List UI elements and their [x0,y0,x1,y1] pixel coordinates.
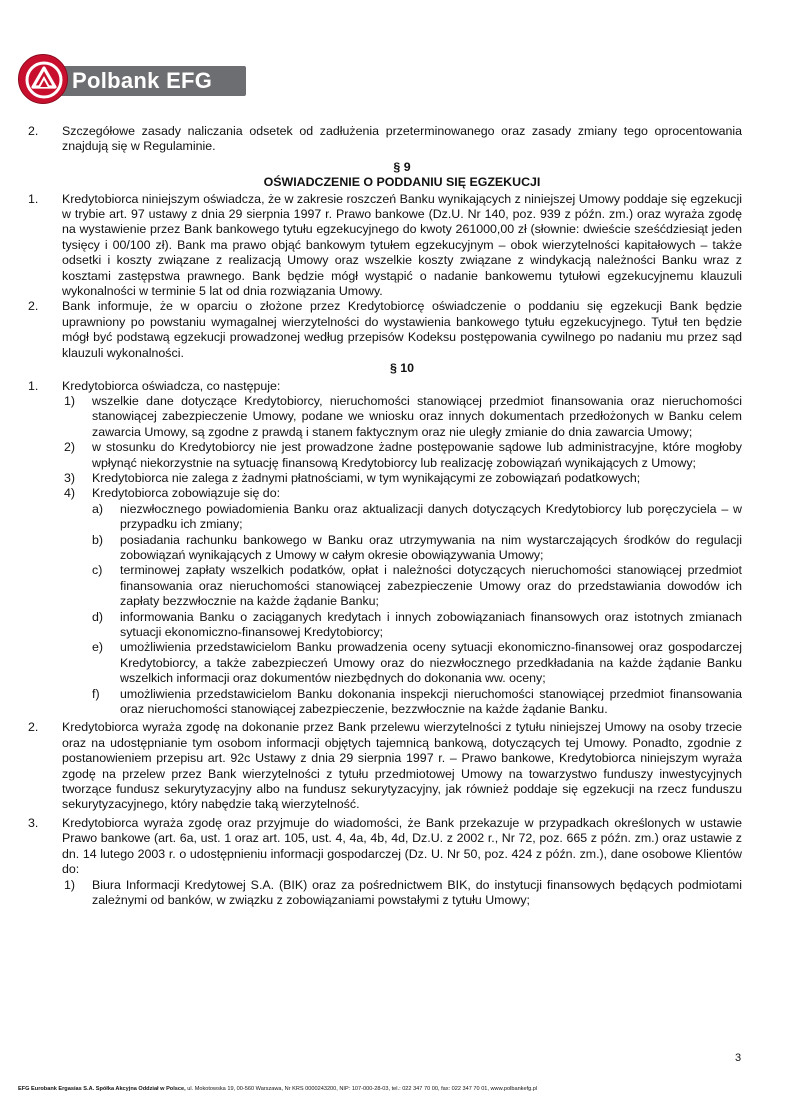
paragraph-text: Kredytobiorca oświadcza, co następuje: [62,378,281,393]
item-letter: c) [92,563,103,578]
item-letter: f) [92,686,100,701]
list-item [92,563,742,609]
item-letter: a) [92,501,104,516]
item-number: 1) [64,877,76,892]
item-number: 1) [64,393,76,408]
footer-details: ul. Mokotowska 19, 00-560 Warszawa, Nr KRS 0000243200, NIP: 107-000-28-03, tel.: 022 347 70 00, fax: 022 347 70 01, www.polbankefg.pl [187,1086,538,1092]
paragraph-text: Bank informuje, że w oparciu o złożone przez Kredytobiorcę oświadczenie o poddaniu się egzekucji Bank będzie uprawniony po powstaniu wymagalnej wierzytelności do wystawienia bankowego tytułu egzekucyjnego. Tytuł ten będzie mógł być podstawą egzekucji prowadzonej według przepisów Kodeksu postępowania cywilnego po nadaniu mu przez sąd klauzuli wykonalności. [62,299,742,360]
list-item-text: umożliwienia przedstawicielom Banku prowadzenia oceny sytuacji ekonomiczno-finansowej oraz gospodarczej Kredytobiorcy, a także zabezpieczeń Umowy oraz do niezwłocznego przedkładania na każde żądanie Banku wszelkich informacji oraz dokumentów niezbędnych do dokonania ww. oceny; [120,640,742,686]
item-number: 2. [28,299,39,314]
polbank-logo [18,54,243,106]
list-item [92,686,742,718]
item-number: 2. [28,124,39,138]
item-number: 1. [28,378,39,393]
list-item-text: informowania Banku o zaciąganych kredytach i innych zobowiązaniach finansowych oraz istotnych zmianach sytuacji ekonomiczno-finansowej Kredytobiorcy; [120,609,742,639]
paragraph-text: Kredytobiorca wyraża zgodę na dokonanie przez Bank przelewu wierzytelności z tytułu niniejszej Umowy na osoby trzecie oraz na udostępnianie tym osobom informacji objętych tajemnicą bankową, dotyczących tej Umowy. Ponadto, zgodnie z postanowieniem przepisu art. 92c Ustawy z dnia 29 sierpnia 1997 r. – Prawo bankowe, Kredytobiorca niniejszym wyraża zgodę na przelew przez Bank wierzytelności z tytułu przedmiotowej Umowy na towarzystwo funduszy inwestycyjnych tworzące fundusz sekurytyzacyjny albo na fundusz sekurytyzacyjny, jak również poddaje się egzekucji na rzecz funduszu sekurytyzacyjnego, który nabędzie taką wierzytelność. [62,720,742,812]
paragraph-s9-1 [28,191,742,300]
footer-company: EFG Eurobank Ergasias S.A. Spółka Akcyjna Oddział w Polsce, [18,1086,186,1092]
list-item [64,470,742,486]
item-number: 1. [28,191,39,206]
paragraph-s8-2 [28,124,742,155]
item-number: 3. [28,815,39,830]
list-item-text: Kredytobiorca zobowiązuje się do: [92,486,281,501]
list-item [92,640,742,686]
section-mark-10: § 10 [389,361,415,376]
list-item [64,393,742,440]
section-title-9: OŚWIADCZENIE O PODDANIU SIĘ EGZEKUCJI [263,175,541,190]
list-item-text: Kredytobiorca nie zalega z żadnymi płatnościami, w tym wynikającymi ze zobowiązań podatkowych; [92,470,641,485]
paragraph-text: Kredytobiorca niniejszym oświadcza, że w zakresie roszczeń Banku wynikających z niniejszej Umowy poddaje się egzekucji w trybie art. 97 ustawy z dnia 29 sierpnia 1997 r. Prawo bankowe (Dz.U. Nr 140, poz. 939 z późn. zm.) oraz wyraża zgodę na wystawienie przez Bank bankowego tytułu egzekucyjnego do kwoty 261000,00 zł (słownie: dwieście sześćdziesiąt jeden tysięcy i 00/100 zł). Bank ma prawo objąć bankowym tytułem egzekucyjnym – obok wierzytelności kapitałowych – także odsetki i koszty związane z realizacją Umowy oraz wszelkie koszty związane z windykacją należności Banku wraz z kosztami zastępstwa prawnego. Bank będzie mógł wystąpić o nadanie bankowemu tytułowi egzekucyjnemu klauzuli wykonalności w terminie 5 lat od dnia rozwiązania Umowy. [62,191,742,299]
page-footer [18,1086,788,1092]
paragraph-text: Kredytobiorca wyraża zgodę oraz przyjmuje do wiadomości, że Bank przekazuje w przypadkach określonych w ustawie Prawo bankowe (art. 6a, ust. 1 oraz art. 105, ust. 4, 4a, 4b, 4d, Dz.U. z 2002 r., Nr 72, poz. 665 z późn. zm.) oraz ustawie z dn. 14 lutego 2003 r. o udostępnieniu informacji gospodarczej (Dz. U. Nr 50, poz. 424 z późn. zm.), dane osobowe Klientów do: [62,815,742,877]
list-item-text: posiadania rachunku bankowego w Banku oraz utrzymywania na nim wystarczających środków do regulacji zobowiązań wynikających z Umowy w całym okresie obowiązywania Umowy; [120,532,742,562]
list-item [92,609,742,641]
item-number: 2) [64,440,76,455]
item-letter: b) [92,532,104,547]
brand-name: Polbank EFG [72,68,213,93]
section-mark-9: § 9 [393,159,411,174]
paragraph-s10-3 [28,815,742,878]
list-item-text: wszelkie dane dotyczące Kredytobiorcy, nieruchomości stanowiącej przedmiot finansowania oraz nieruchomości stanowiącej zabezpieczenie Umowy, podane we wniosku oraz innych dokumentach przedłożonych w Banku celem zawarcia Umowy, są zgodne z prawdą i stanem faktycznym oraz nie uległy zmianie do dnia zawarcia Umowy; [92,393,742,439]
paragraph-s10-2 [28,720,742,812]
item-number: 4) [64,486,76,501]
list-item-text: w stosunku do Kredytobiorcy nie jest prowadzone żadne postępowanie sądowe lub administracyjne, które mogłoby wpłynąć niekorzystnie na sytuację finansową Kredytobiorcy lub realizację zobowiązań wynikających z Umowy; [92,440,742,470]
item-number: 3) [64,470,76,485]
document-body [28,124,742,908]
list-item-text: Biura Informacji Kredytowej S.A. (BIK) oraz za pośrednictwem BIK, do instytucji finansowych będących podmiotami zależnymi od banków, w związku z zobowiązaniami powstałymi z tytułu Umowy; [92,877,742,907]
list-item-text: niezwłocznego powiadomienia Banku oraz aktualizacji danych dotyczących Kredytobiorcy lub poręczyciela – w przypadku ich zmiany; [120,501,742,532]
paragraph-s10-1 [28,378,742,394]
paragraph-s9-2 [28,299,742,361]
logo-bar [56,66,246,96]
list-item [64,440,742,471]
logo-emblem-icon [18,54,68,104]
list-item [64,877,742,909]
item-letter: d) [92,609,104,624]
list-item-text: terminowej zapłaty wszelkich podatków, opłat i należności dotyczących nieruchomości stanowiącej przedmiot finansowania oraz nieruchomości stanowiącej zabezpieczenie Umowy oraz do przedstawiania dowodów ich zapłaty bezzwłocznie na każde żądanie Banku; [120,563,742,609]
list-item [64,486,742,501]
item-letter: e) [92,640,104,655]
page-number: 3 [735,1052,742,1064]
list-item [92,532,742,564]
list-item [92,501,742,533]
paragraph-text: Szczegółowe zasady naliczania odsetek od zadłużenia przeterminowanego oraz zasady zmiany tego oprocentowania znajdują się w Regulaminie. [62,124,742,154]
item-number: 2. [28,720,39,735]
list-item-text: umożliwienia przedstawicielom Banku dokonania inspekcji nieruchomości stanowiącej przedmiot finansowania oraz nieruchomości stanowiącej zabezpieczenie, bezzwłocznie na każde żądanie Banku. [120,686,742,717]
